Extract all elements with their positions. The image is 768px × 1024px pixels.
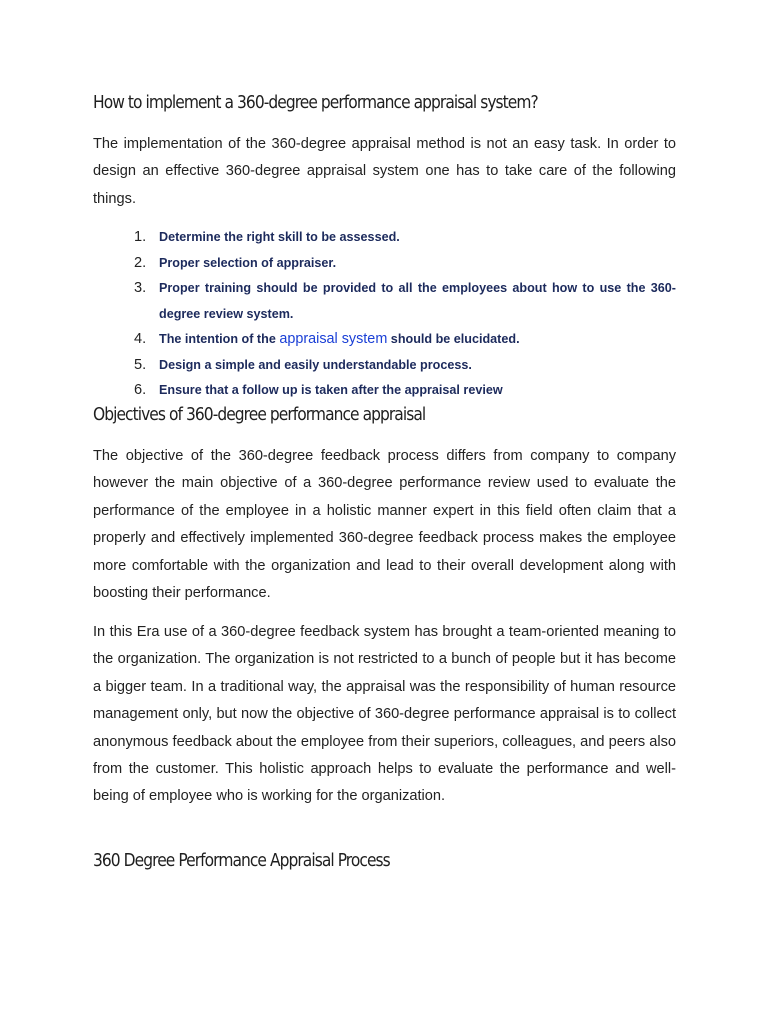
list-item-number: 2. bbox=[134, 254, 147, 271]
objectives-paragraph-2: In this Era use of a 360-degree feedback system has brought a team-oriented meaning to the organization. The organization is not restricted to a bunch of people but it has become a bigger team. In a traditional way, the appraisal was the responsibility of human resource management only, but now the objective of 360-degree performance appraisal is to collect anonymous feedback about the employee from their superiors, colleagues, and peers also from the customer. This holistic approach helps to evaluate the performance and well-being of employee who is working for the organization. bbox=[93, 624, 676, 805]
list-item bbox=[93, 276, 676, 327]
list-item-number: 4. bbox=[134, 331, 147, 347]
list-item bbox=[93, 251, 676, 277]
appraisal-system-link[interactable]: appraisal system bbox=[279, 331, 388, 347]
section-heading-objectives: Objectives of 360-degree performance appraisal bbox=[93, 404, 426, 425]
section-heading-implement: How to implement a 360-degree performance appraisal system? bbox=[93, 92, 538, 113]
list-item-number: 6. bbox=[134, 382, 147, 398]
list-item bbox=[93, 353, 676, 379]
list-item-text-after: should be elucidated. bbox=[387, 332, 520, 346]
list-item-number: 1. bbox=[134, 229, 147, 245]
list-item bbox=[93, 378, 676, 404]
list-item bbox=[93, 327, 676, 353]
list-item-number: 5. bbox=[134, 356, 147, 373]
list-item-number: 3. bbox=[134, 280, 147, 296]
objectives-paragraph-1: The objective of the 360-degree feedback process differs from company to company however the main objective of a 360-degree performance review used to evaluate the performance of the employee in a holistic manner expert in this field often claim that a properly and effectively implemented 360-degree feedback process makes the employee more comfortable with the organization and lead to their overall development along with boosting their performance. bbox=[93, 448, 676, 602]
intro-paragraph: The implementation of the 360-degree appraisal method is not an easy task. In order to design an effective 360-degree appraisal system one has to take care of the following things. bbox=[93, 136, 676, 207]
list-item-text: Ensure that a follow up is taken after the appraisal review bbox=[159, 383, 503, 397]
list-item-text: Proper training should be provided to all the employees about how to use the 360-degree review system. bbox=[159, 281, 676, 321]
list-item-text-before: The intention of the bbox=[159, 332, 280, 346]
list-item-text: Design a simple and easily understandable process. bbox=[159, 357, 472, 372]
steps-list bbox=[93, 225, 676, 404]
list-item-text: Proper selection of appraiser. bbox=[159, 255, 337, 270]
list-item-text: Determine the right skill to be assessed. bbox=[159, 230, 400, 244]
section-heading-process: 360 Degree Performance Appraisal Process bbox=[93, 850, 390, 871]
list-item bbox=[93, 225, 676, 251]
